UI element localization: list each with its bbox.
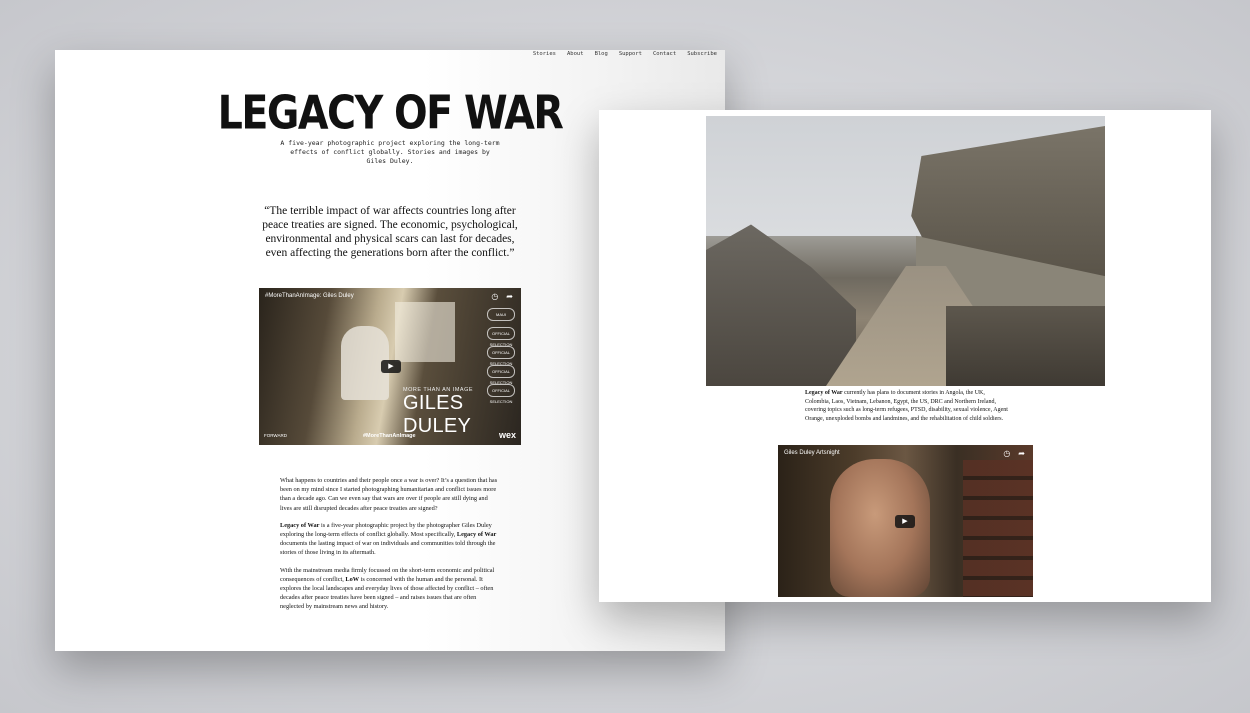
- bold-low: LoW: [345, 575, 360, 583]
- body-paragraph-1: What happens to countries and their people once a war is over? It’s a question that has been on my mind since I started photographing humanitarian and conflict issues more than a decade ago. Can we even say that wars are over if people are still dying and lives are still disrupted decades after peace treaties are signed?: [280, 477, 498, 512]
- video-footer-hashtag: #MoreThanAnImage: [363, 433, 416, 439]
- clock-icon[interactable]: ◷: [1003, 449, 1011, 458]
- video-overlay-subtitle: MORE THAN AN IMAGE: [403, 387, 474, 393]
- pull-quote: “The terrible impact of war affects countries long after peace treaties are signed. The economic, psychological, environmental and physical scars can last for decades, even affecting the generations born after the conflict.”: [262, 205, 518, 259]
- bold-legacy-of-war: Legacy of War: [456, 531, 497, 539]
- video-player-more-than-an-image[interactable]: [259, 288, 521, 445]
- body-paragraph-3: [280, 566, 500, 612]
- video-thumbnail-face: [830, 459, 930, 597]
- caption-text: currently has plans to document stories in Angola, the UK, Colombia, Laos, Vietnam, Lebanon, Egypt, the US, DRC and Northern Ireland, covering topics such as long-term refugees, PTSD, disability, sexual violence, Agent Orange, unexploded bombs and landmines, and the rehabilitation of child soldiers.: [805, 390, 1008, 422]
- article-body: [280, 476, 500, 620]
- laurel-badge: OFFICIAL SELECTION: [487, 365, 515, 378]
- right-page-screenshot: [599, 110, 1211, 602]
- video-thumbnail-bookshelf: [963, 460, 1033, 597]
- body-text: is concerned with the human and the personal. It explores the local landscapes and everyday lives of those affected by conflict – often decades after peace treaties have been signed – and raises issues that are often neglected by mainstream news and history.: [280, 575, 494, 611]
- photo-caption: [805, 389, 1009, 423]
- nav-about[interactable]: About: [567, 51, 584, 57]
- video-controls: [491, 292, 513, 301]
- video-overlay-name: GILES DULEY: [403, 392, 472, 437]
- video-footer-logo-left: FORWARD: [264, 433, 287, 438]
- play-button-icon[interactable]: ▶: [381, 360, 401, 373]
- photo-rubble-right: [946, 306, 1105, 386]
- nav-support[interactable]: Support: [618, 51, 642, 57]
- video-title[interactable]: Giles Duley Artsnight: [784, 450, 840, 456]
- body-text: documents the lasting impact of war on individuals and communities told through the stories of those living in its aftermath.: [280, 540, 496, 557]
- laurel-badge: OFFICIAL SELECTION: [487, 384, 515, 397]
- war-ruins-photo: [706, 116, 1105, 386]
- nav-contact[interactable]: Contact: [653, 51, 677, 57]
- site-subtitle: A five-year photographic project exploring the long-term effects of conflict globally. Stories and images by Giles Duley.: [280, 139, 500, 165]
- clock-icon[interactable]: ◷: [491, 292, 499, 301]
- body-text: With the mainstream media firmly focussed on the short-term economic and political consequences of conflict,: [280, 566, 495, 583]
- video-footer-logo-right: wex: [498, 430, 516, 440]
- video-thumbnail-window: [395, 302, 455, 362]
- photo-rubble-left: [706, 216, 856, 386]
- video-title[interactable]: #MoreThanAnImage: Giles Duley: [265, 293, 354, 299]
- nav-stories[interactable]: Stories: [532, 51, 556, 57]
- top-nav: [533, 51, 717, 57]
- laurel-badge: MAUI: [487, 308, 515, 321]
- laurel-badge: OFFICIAL SELECTION: [487, 346, 515, 359]
- laurel-badge: OFFICIAL SELECTION: [487, 327, 515, 340]
- bold-legacy-of-war: Legacy of War: [805, 390, 843, 396]
- nav-blog[interactable]: Blog: [594, 51, 608, 57]
- festival-laurels: [487, 308, 515, 404]
- site-title[interactable]: LEGACY OF WAR: [217, 86, 563, 141]
- share-icon[interactable]: ➦: [1018, 449, 1025, 458]
- video-controls: [1003, 449, 1025, 458]
- bold-legacy-of-war: Legacy of War: [280, 521, 320, 529]
- nav-subscribe[interactable]: Subscribe: [687, 51, 717, 57]
- body-paragraph-2: [280, 521, 500, 558]
- body-text: is a five-year photographic project by the photographer Giles Duley exploring the long-term effects of conflict globally. Most specifically,: [280, 521, 492, 539]
- video-player-artsnight[interactable]: [778, 445, 1033, 597]
- play-button-icon[interactable]: ▶: [895, 515, 915, 528]
- share-icon[interactable]: ➦: [506, 292, 513, 301]
